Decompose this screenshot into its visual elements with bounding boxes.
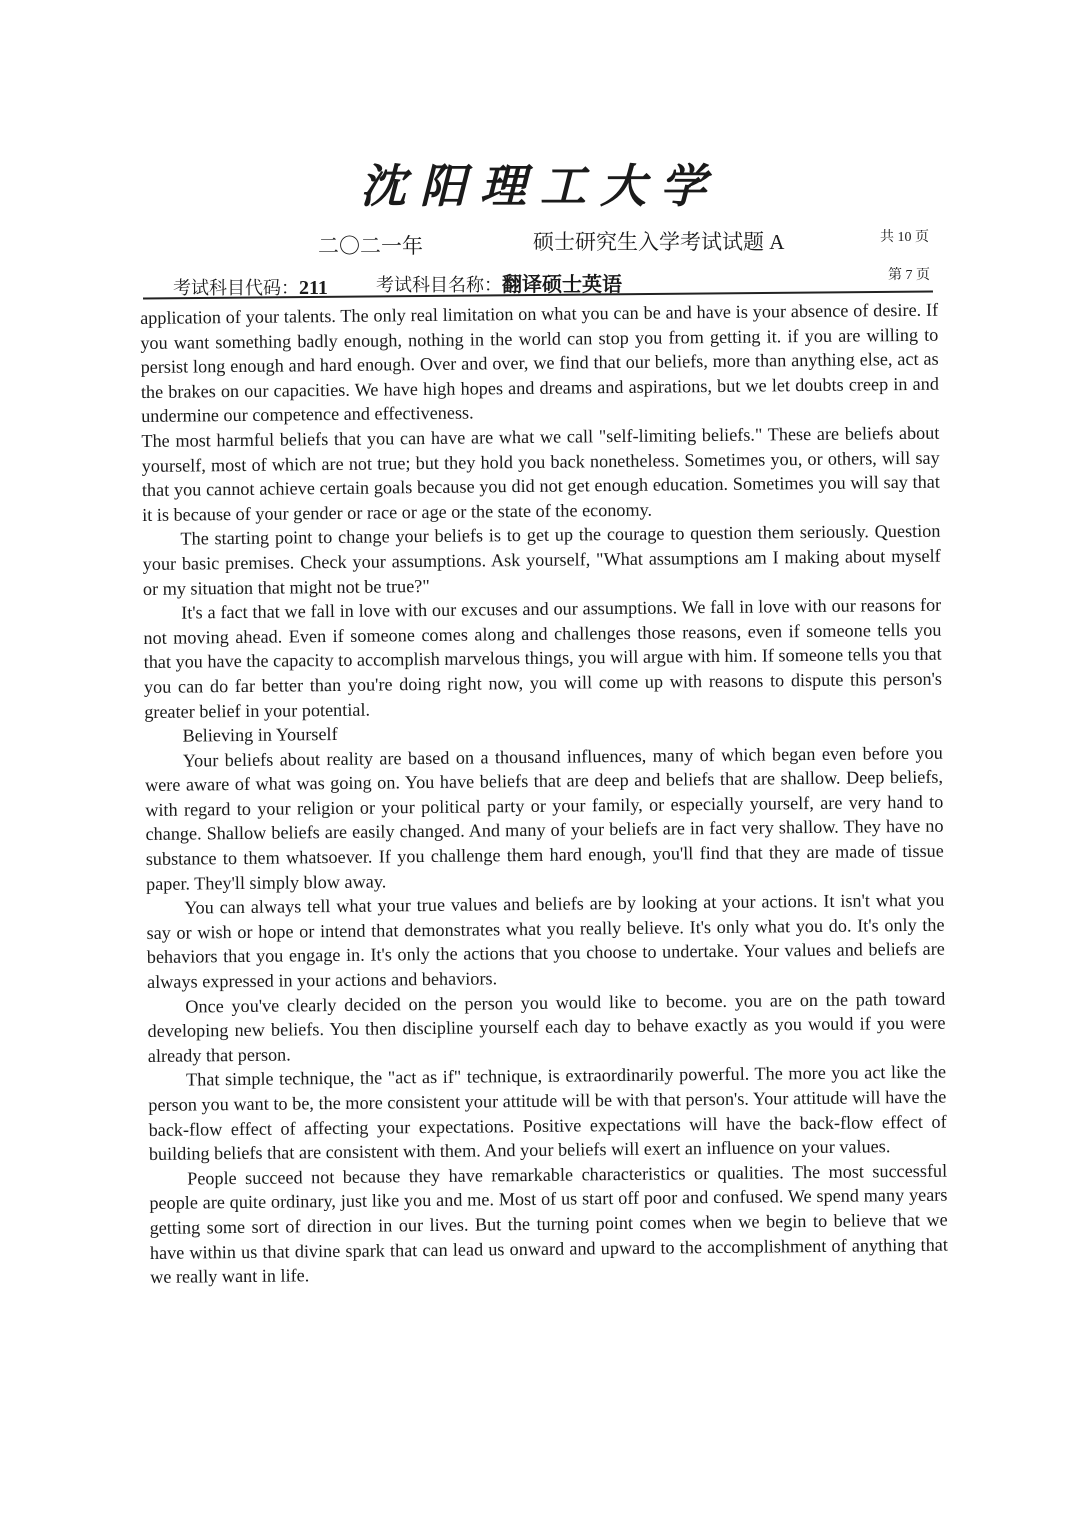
paragraph: People succeed not because they have remarkable characteristics or qualities. The most successful people are quite ordinary, just like you and me. Most of us start off poor and confused. We spend many years getting some sort of direction in our lives. But the turning point comes when we begin to believe that we have within us that divine spark that can lead us onward and upward to the accomplishment of anything that we really want in life. (149, 1160, 948, 1288)
paragraph: Once you've clearly decided on the person you would like to become. you are on the path toward developing new beliefs. You then discipline yourself each day to behave exactly as you would if you were already that person. (147, 988, 946, 1066)
passage (140, 298, 948, 1290)
paragraph: You can always tell what your true values and beliefs are by looking at your actions. It isn't what you say or wish or hope or intend that demonstrates what you really believe. It's only what you do. It's only the behaviors that you engage in. It's only the actions that you choose to undertake. Your values and beliefs are always expressed in your actions and behaviors. (146, 889, 945, 992)
paragraph: It's a fact that we fall in love with our excuses and our assumptions. We fall in love with our reasons for not moving ahead. Even if someone comes along and challenges those reasons, even if someone tells you that you have the capacity to accomplish marvelous things, you will argue with him. If someone tells you that you can do far better than you're doing right now, you will come up with reasons to dispute this person's greater belief in your potential. (143, 594, 943, 722)
subject-code-label: 考试科目代码： (173, 278, 299, 298)
subject-code-value: 211 (299, 277, 328, 299)
university-title: 沈阳理工大学 (360, 159, 720, 213)
total-pages: 共 10 页 (880, 230, 929, 245)
paragraph: application of your talents. The only real limitation on what you can be and have is your absence of desire. If you want something badly enough, nothing in the world can stop you from getting it. if you are willing to persist long enough and hard enough. Over and over, we find that our beliefs, more than anything else, act as the brakes on our capacities. We have high hopes and dreams and aspirations, but we let doubts creep in and undermine our competence and effectiveness. (140, 299, 939, 427)
exam-name: 硕士研究生入学考试试题 A (533, 230, 785, 254)
paragraph: The most harmful beliefs that you can have are what we call "self-limiting beliefs." These are beliefs about yourself, most of which are not true; but they hold you back nonetheless. Sometimes you, or others, will say that you cannot achieve certain goals because you did not get enough education. Sometimes you will say that it is because of your gender or race or age or the state of the economy. (141, 422, 940, 525)
paragraph: That simple technique, the "act as if" technique, is extraordinarily powerful. The more you act like the person you want to be, the more consistent your attitude will be with that person's. Your attitude will have the back-flow effect of affecting your expectations. Positive expectations will have the back-flow effect of building beliefs that are consistent with them. And your beliefs will exert an influence on your values. (148, 1062, 947, 1165)
section-heading: Believing in Yourself (182, 724, 338, 746)
exam-year: 二〇二一年 (318, 234, 423, 258)
paragraph: The starting point to change your beliefs is to get up the courage to question them seriously. Question your basic premises. Check your assumptions. Ask yourself, "What assumptions am I making about myself or my situation that might not be true?" (142, 520, 941, 599)
subject-name-value: 翻译硕士英语 (502, 274, 622, 296)
subject-name-label: 考试科目名称： (376, 275, 502, 295)
paragraph: Your beliefs about reality are based on a thousand influences, many of which began even before you were aware of what was going on. You have beliefs that are deep and beliefs that are shallow. Deep beliefs, with regard to your religion or your political party or your family, or especially yourself, are very hand to change. Shallow beliefs are easily changed. And many of your beliefs are in fact very shallow. They have no substance to them whatsoever. If you challenge them hard enough, you'll find that they are made of tissue paper. They'll simply blow away. (144, 742, 944, 894)
page-number: 第 7 页 (888, 268, 930, 283)
